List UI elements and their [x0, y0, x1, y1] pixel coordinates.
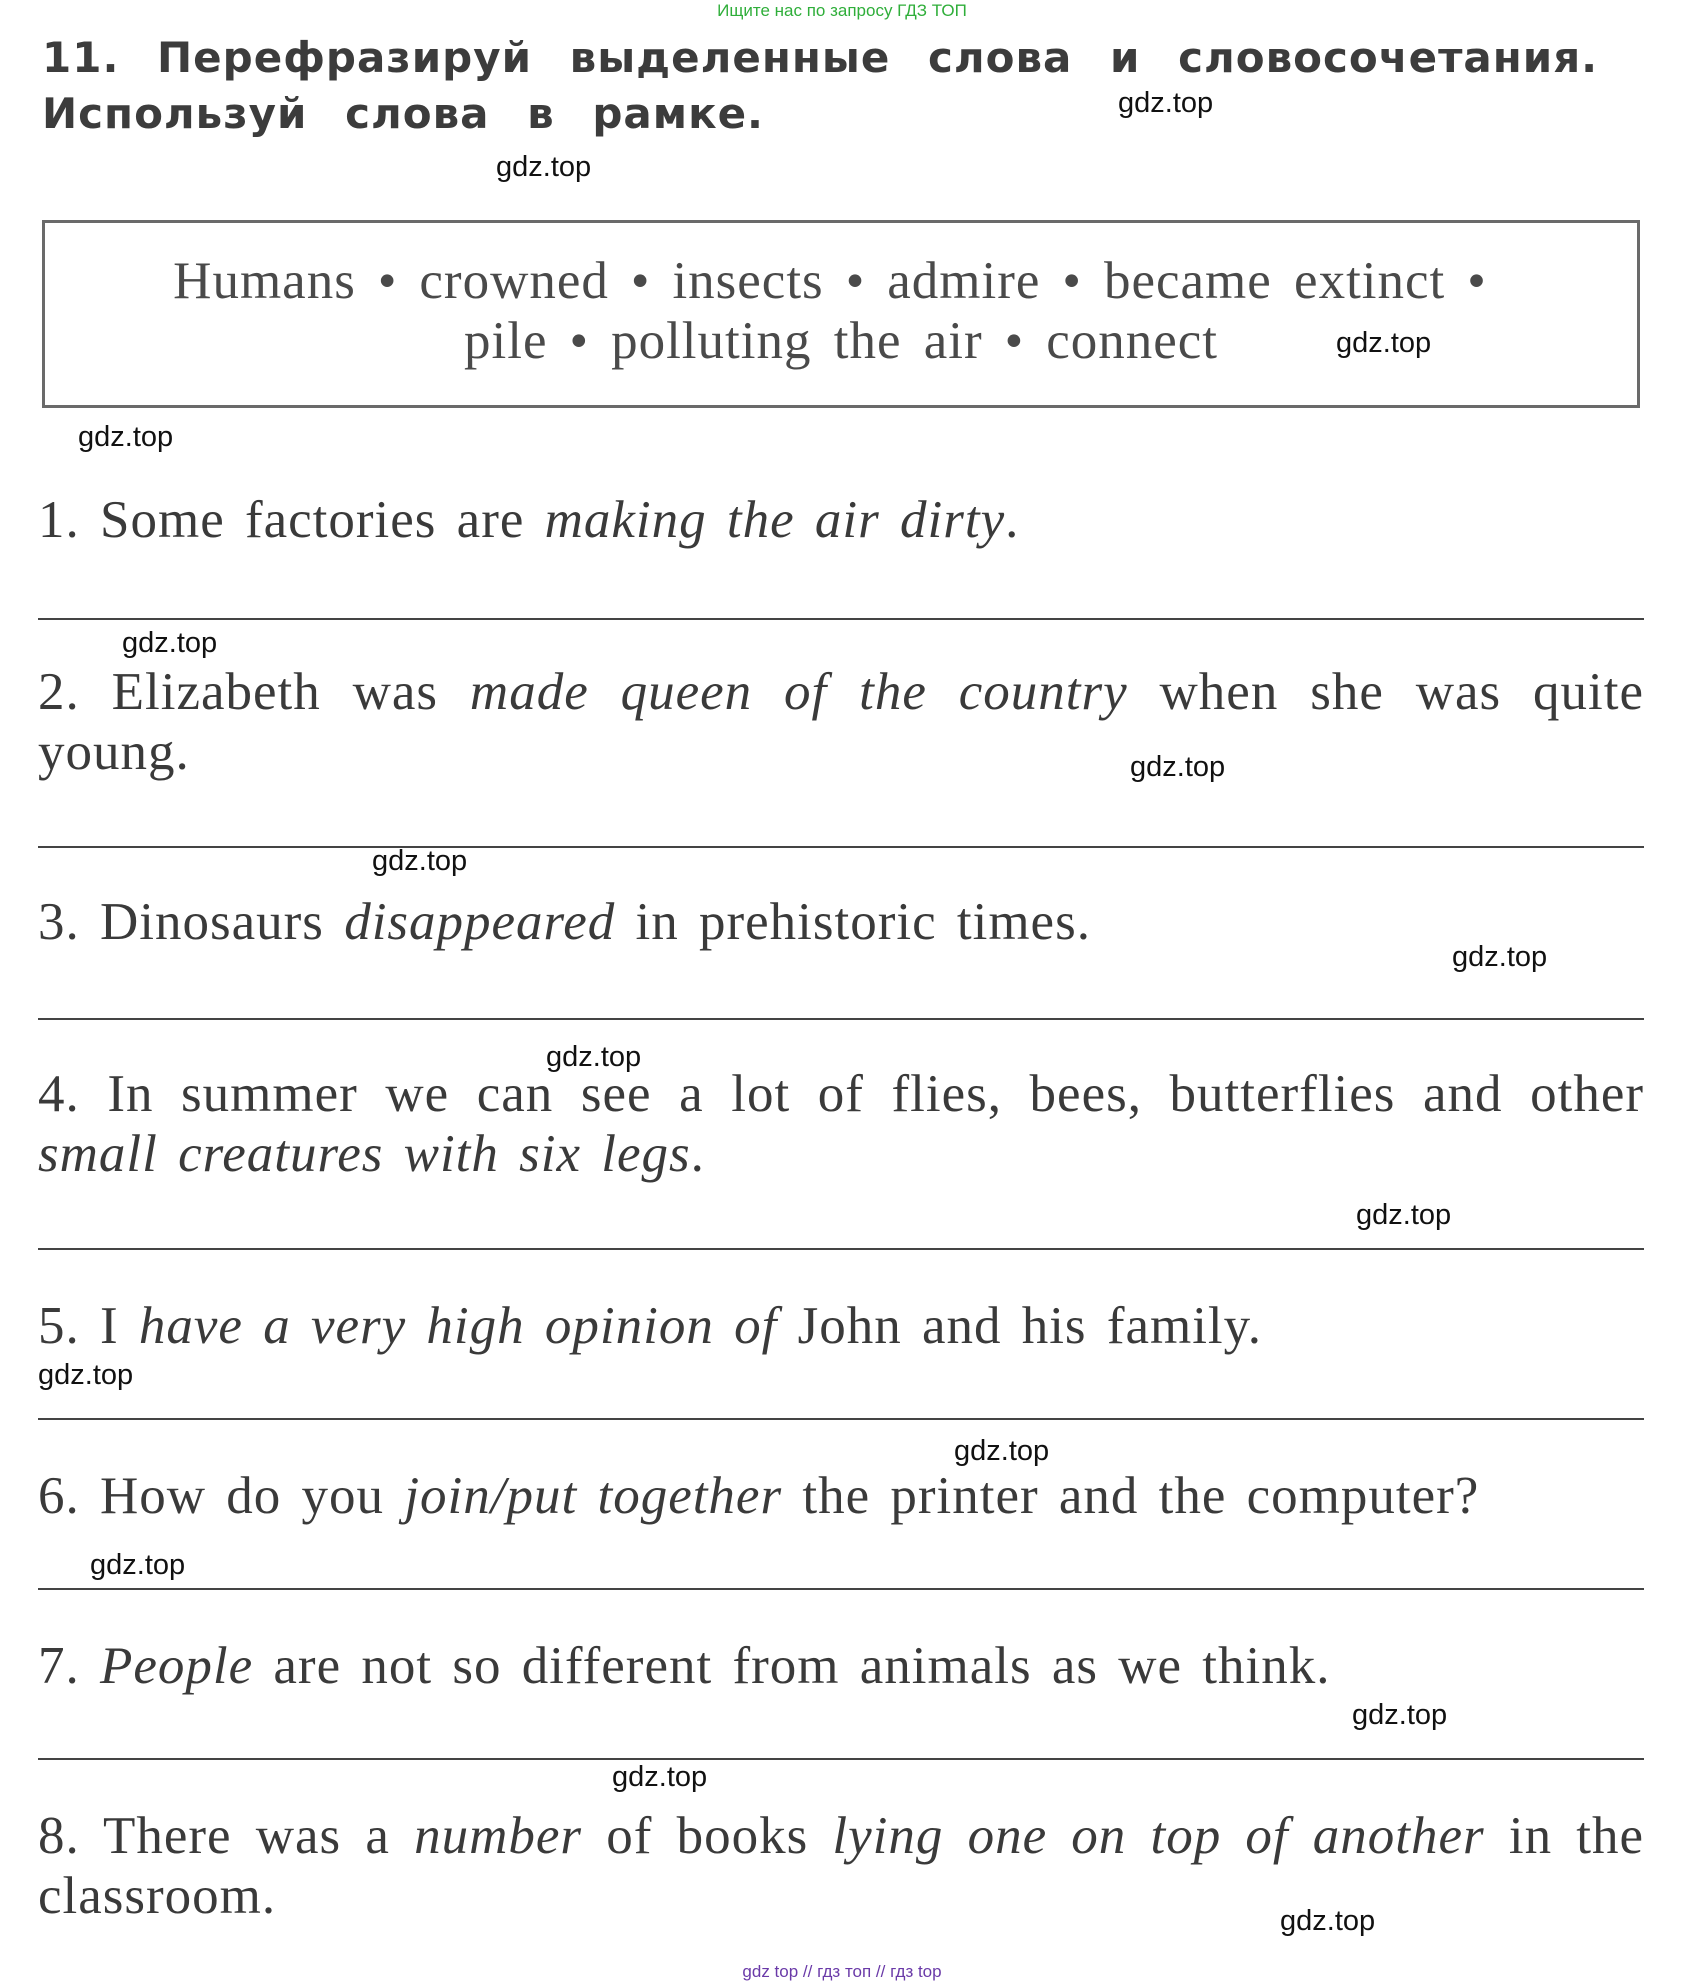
- sentence-text: How do you: [100, 1467, 385, 1525]
- sentence-text: when she was quite young.: [38, 663, 1644, 781]
- watermark: gdz.top: [1336, 327, 1432, 359]
- word-item: connect: [1046, 312, 1218, 370]
- bullet-icon: •: [630, 252, 651, 310]
- sentence-text: are not so different from animals as we think.: [273, 1637, 1331, 1695]
- sentence-number: 3.: [38, 893, 80, 951]
- word-box: [42, 220, 1640, 408]
- word-item: crowned: [419, 252, 609, 310]
- sentence-7: [38, 1636, 1644, 1696]
- answer-line-4[interactable]: [38, 1248, 1644, 1250]
- sentence-text: Dinosaurs: [100, 893, 324, 951]
- sentence-8: [38, 1806, 1644, 1926]
- sentence-text: .: [1005, 491, 1020, 549]
- watermark: gdz.top: [78, 421, 174, 453]
- sentence-1: [38, 490, 1644, 550]
- word-item: pile: [464, 312, 548, 370]
- word-item: became extinct: [1103, 252, 1446, 310]
- word-box-line-1: [45, 251, 1637, 311]
- sentence-text: .: [690, 1125, 705, 1183]
- sentence-4: [38, 1064, 1644, 1184]
- watermark: gdz.top: [546, 1041, 642, 1073]
- highlighted-phrase: have a very high opinion of: [138, 1297, 778, 1355]
- answer-line-5[interactable]: [38, 1418, 1644, 1420]
- watermark: gdz.top: [1118, 87, 1214, 119]
- bullet-icon: •: [1004, 312, 1025, 370]
- answer-line-1[interactable]: [38, 618, 1644, 620]
- bullet-icon: •: [845, 252, 866, 310]
- watermark: gdz.top: [372, 845, 468, 877]
- sentence-text: of books: [606, 1807, 809, 1865]
- watermark: gdz.top: [38, 1359, 134, 1391]
- highlighted-phrase: number: [414, 1807, 583, 1865]
- sentence-number: 6.: [38, 1467, 80, 1525]
- watermark: gdz.top: [1452, 941, 1548, 973]
- sentence-5: [38, 1296, 1644, 1356]
- footer-note: gdz top // гдз топ // гдз top: [742, 1962, 942, 1981]
- watermark: gdz.top: [1352, 1699, 1448, 1731]
- watermark: gdz.top: [1280, 1905, 1376, 1937]
- answer-line-2[interactable]: [38, 846, 1644, 848]
- exercise-number: 11.: [42, 33, 120, 82]
- sentence-number: 8.: [38, 1807, 80, 1865]
- watermark: gdz.top: [122, 627, 218, 659]
- sentence-text: Elizabeth was: [111, 663, 439, 721]
- answer-line-6[interactable]: [38, 1588, 1644, 1590]
- sentence-2: [38, 662, 1644, 782]
- sentence-number: 7.: [38, 1637, 80, 1695]
- sentence-3: [38, 892, 1644, 952]
- sentence-text: There was a: [102, 1807, 390, 1865]
- highlighted-phrase: disappeared: [344, 893, 616, 951]
- sentence-text: In summer we can see a lot of flies, bees, butterflies and other: [107, 1065, 1644, 1123]
- sentence-number: 5.: [38, 1297, 80, 1355]
- sentence-text: Some factories are: [100, 491, 525, 549]
- word-item: polluting the air: [611, 312, 983, 370]
- watermark: gdz.top: [1130, 751, 1226, 783]
- bullet-icon: •: [377, 252, 398, 310]
- bullet-icon: •: [1467, 252, 1487, 310]
- highlighted-phrase: lying one on top of another: [832, 1807, 1485, 1865]
- word-item: Humans: [173, 252, 356, 310]
- watermark: gdz.top: [1356, 1199, 1452, 1231]
- answer-line-7[interactable]: [38, 1758, 1644, 1760]
- sentence-number: 2.: [38, 663, 80, 721]
- sentence-text: I: [100, 1297, 119, 1355]
- sentence-text: John and his family.: [797, 1297, 1262, 1355]
- exercise-instruction: Перефразируй выделенные слова и словосочетания. Используй слова в рамке.: [42, 33, 1599, 138]
- word-item: admire: [887, 252, 1041, 310]
- bullet-icon: •: [569, 312, 590, 370]
- sentence-number: 1.: [38, 491, 80, 549]
- answer-line-3[interactable]: [38, 1018, 1644, 1020]
- highlighted-phrase: making the air dirty: [544, 491, 1006, 549]
- sentence-6: [38, 1466, 1644, 1526]
- highlighted-phrase: join/put together: [404, 1467, 783, 1525]
- watermark: gdz.top: [954, 1435, 1050, 1467]
- exercise-heading: [42, 30, 1642, 142]
- highlighted-phrase: People: [100, 1637, 254, 1695]
- watermark: gdz.top: [90, 1549, 186, 1581]
- highlighted-phrase: made queen of the country: [469, 663, 1128, 721]
- watermark: gdz.top: [496, 151, 592, 183]
- sentence-text: in prehistoric times.: [635, 893, 1091, 951]
- word-item: insects: [672, 252, 824, 310]
- highlighted-phrase: small creatures with six legs: [38, 1125, 691, 1183]
- sentence-number: 4.: [38, 1065, 80, 1123]
- sentence-text: the printer and the computer?: [802, 1467, 1480, 1525]
- bullet-icon: •: [1062, 252, 1082, 310]
- header-note: Ищите нас по запросу ГДЗ ТОП: [717, 1, 967, 20]
- watermark: gdz.top: [612, 1761, 708, 1793]
- sentence-text: in the classroom.: [38, 1807, 1645, 1925]
